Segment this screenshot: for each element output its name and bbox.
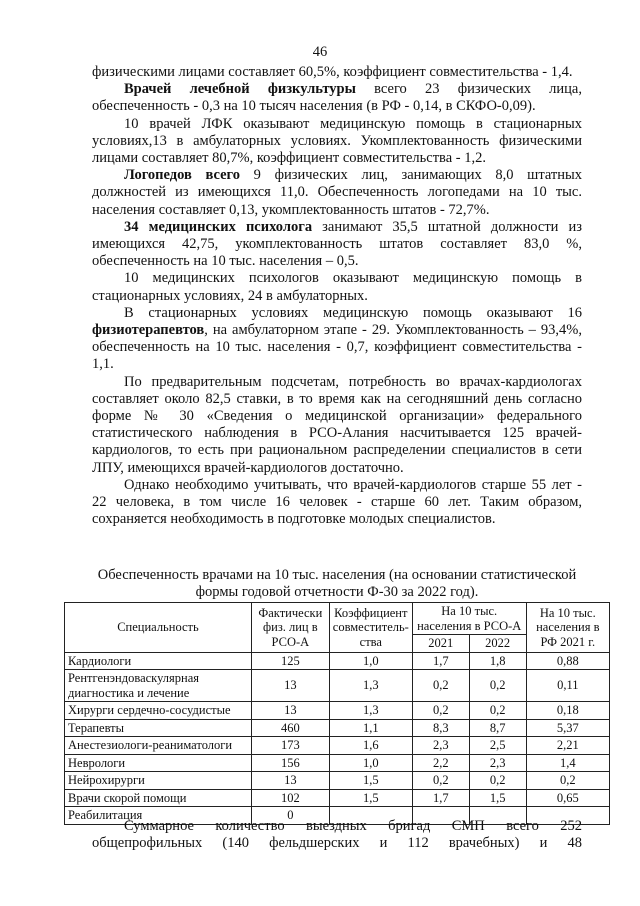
cell-coef: 1,0 [329,754,412,772]
cell-name: Хирурги сердечно-сосудистые [65,702,252,720]
cell-name: Реабилитация [65,807,252,825]
cell-actual: 460 [251,719,329,737]
cell-v2022: 2,3 [469,754,526,772]
table-row [65,702,610,720]
bold-phrase: 34 медицинских психолога [124,218,313,235]
header-actual: Фактически физ. лиц в РСО-А [251,603,329,653]
cell-actual: 0 [251,807,329,825]
cell-v2022: 0,2 [469,772,526,790]
body-text [92,64,582,528]
table-row [65,737,610,755]
cell-actual: 102 [251,789,329,807]
page-number: 46 [312,44,328,60]
cell-rf: 1,4 [526,754,609,772]
cell-actual: 13 [251,772,329,790]
cell-v2021: 2,2 [412,754,469,772]
paragraph [92,81,582,115]
paragraph-text: 9 физических лиц, занимающих 8,0 штатных должностей из имеющихся 11,0. Обеспеченность логопедами на 10 тыс. населения составляет 0,13, укомплектованность штатов - 72,7%. [92,167,582,218]
paragraph: физическими лицами составляет 60,5%, коэффициент совместительства - 1,4. [92,64,573,80]
cell-actual: 173 [251,737,329,755]
bold-phrase: физиотерапевтов [92,322,205,339]
cell-coef: 1,3 [329,702,412,720]
bold-phrase: Логопедов всего [124,167,241,184]
cell-actual: 13 [251,670,329,702]
cell-name: Анестезиологи-реаниматологи [65,737,252,755]
cell-coef: 1,3 [329,670,412,702]
staffing-table [64,602,610,825]
cell-v2021: 1,7 [412,789,469,807]
cell-coef: 1,1 [329,719,412,737]
cell-rf: 2,21 [526,737,609,755]
cell-rf: 0,11 [526,670,609,702]
cell-actual: 125 [251,652,329,670]
cell-v2022: 1,5 [469,789,526,807]
table-row [65,754,610,772]
cell-v2022: 1,8 [469,652,526,670]
paragraph-text: всего 23 физических лица, обеспеченность - 0,3 на 10 тысяч населения (в РФ - 0,14, в СКФО-0,09). [92,81,582,115]
cell-rf: 0,18 [526,702,609,720]
cell-name: Рентгенэндоваскулярная диагностика и лечение [65,670,252,702]
cell-coef: 1,0 [329,652,412,670]
table-row [65,789,610,807]
paragraph [92,167,582,219]
bold-phrase: Врачей лечебной физкультуры [124,81,356,98]
cell-coef: 1,6 [329,737,412,755]
cell-rf: 5,37 [526,719,609,737]
cell-rf: 0,2 [526,772,609,790]
header-2021: 2021 [412,635,469,653]
table-row [65,670,610,702]
table-caption: Обеспеченность врачами на 10 тыс. населения (на основании статистической формы годовой отчетности Ф-30 за 2022 год). [97,567,577,601]
cell-v2022: 0,2 [469,670,526,702]
table-row [65,652,610,670]
cell-name: Кардиологи [65,652,252,670]
cell-v2022: 8,7 [469,719,526,737]
cell-v2021: 0,2 [412,772,469,790]
header-per10k: На 10 тыс. населения в РСО-А [412,603,526,635]
paragraph: Однако необходимо учитывать, что врачей-кардиологов старше 55 лет - 22 человека, в том числе 16 человек - старше 60 лет. Таким образом, сохраняется необходимость в подготовке молодых специалистов. [92,476,582,528]
paragraph [92,305,582,374]
header-2022: 2022 [469,635,526,653]
cell-coef: 1,5 [329,789,412,807]
table-row [65,719,610,737]
paragraph-text: В стационарных условиях медицинскую помощь оказывают 16 [124,304,582,321]
tail-text [92,818,582,852]
paragraph: По предварительным подсчетам, потребность во врачах-кардиологах составляет около 82,5 ставки, в то время как на сегодняшний день согласно форме № 30 «Сведения о медицинской организации» федерального статистического наблюдения в РСО-Алания насчитывается 125 врачей-кардиологов, то есть при рациональном распределении специалистов в сети ЛПУ, имеющихся врачей-кардиологов достаточно. [92,373,582,476]
cell-name: Нейрохирурги [65,772,252,790]
table-body [65,652,610,824]
cell-actual: 13 [251,702,329,720]
cell-v2021: 2,3 [412,737,469,755]
cell-v2021: 1,7 [412,652,469,670]
header-specialty: Специальность [65,603,252,653]
cell-v2021: 0,2 [412,670,469,702]
paragraph-text: занимают 35,5 штатной должности из имеющихся 42,75, укомплектованность штатов составляет 83,0 %, обеспеченность на 10 тыс. населения – 0,5. [92,218,582,270]
cell-v2021: 0,2 [412,702,469,720]
cell-rf: 0,65 [526,789,609,807]
table-row [65,772,610,790]
paragraph-line: Суммарное количество выездных бригад СМП всего 252 [124,818,582,834]
paragraph-text: , на амбулаторном этапе - 29. Укомплектованность – 93,4%, обеспеченность на 10 тыс. населения - 0,7, коэффициент совместительства - 1,1. [92,322,582,373]
paragraph: 10 медицинских психологов оказывают медицинскую помощь в стационарных условиях, 24 в амбулаторных. [92,270,582,304]
cell-v2021: 8,3 [412,719,469,737]
header-rf: На 10 тыс. населения в РФ 2021 г. [526,603,609,653]
cell-name: Неврологи [65,754,252,772]
cell-v2022: 2,5 [469,737,526,755]
paragraph-line: общепрофильных (140 фельдшерских и 112 врачебных) и 48 [92,835,582,852]
cell-v2022: 0,2 [469,702,526,720]
cell-rf: 0,88 [526,652,609,670]
paragraph: 10 врачей ЛФК оказывают медицинскую помощь в стационарных условиях,13 в амбулаторных условиях. Укомплектованность физическими лицами составляет 80,7%, коэффициент совместительства - 1,2. [92,115,582,167]
cell-actual: 156 [251,754,329,772]
cell-coef: 1,5 [329,772,412,790]
cell-name: Терапевты [65,719,252,737]
cell-name: Врачи скорой помощи [65,789,252,807]
header-coef: Коэффициент совместитель-ства [329,603,412,653]
paragraph [92,219,582,271]
